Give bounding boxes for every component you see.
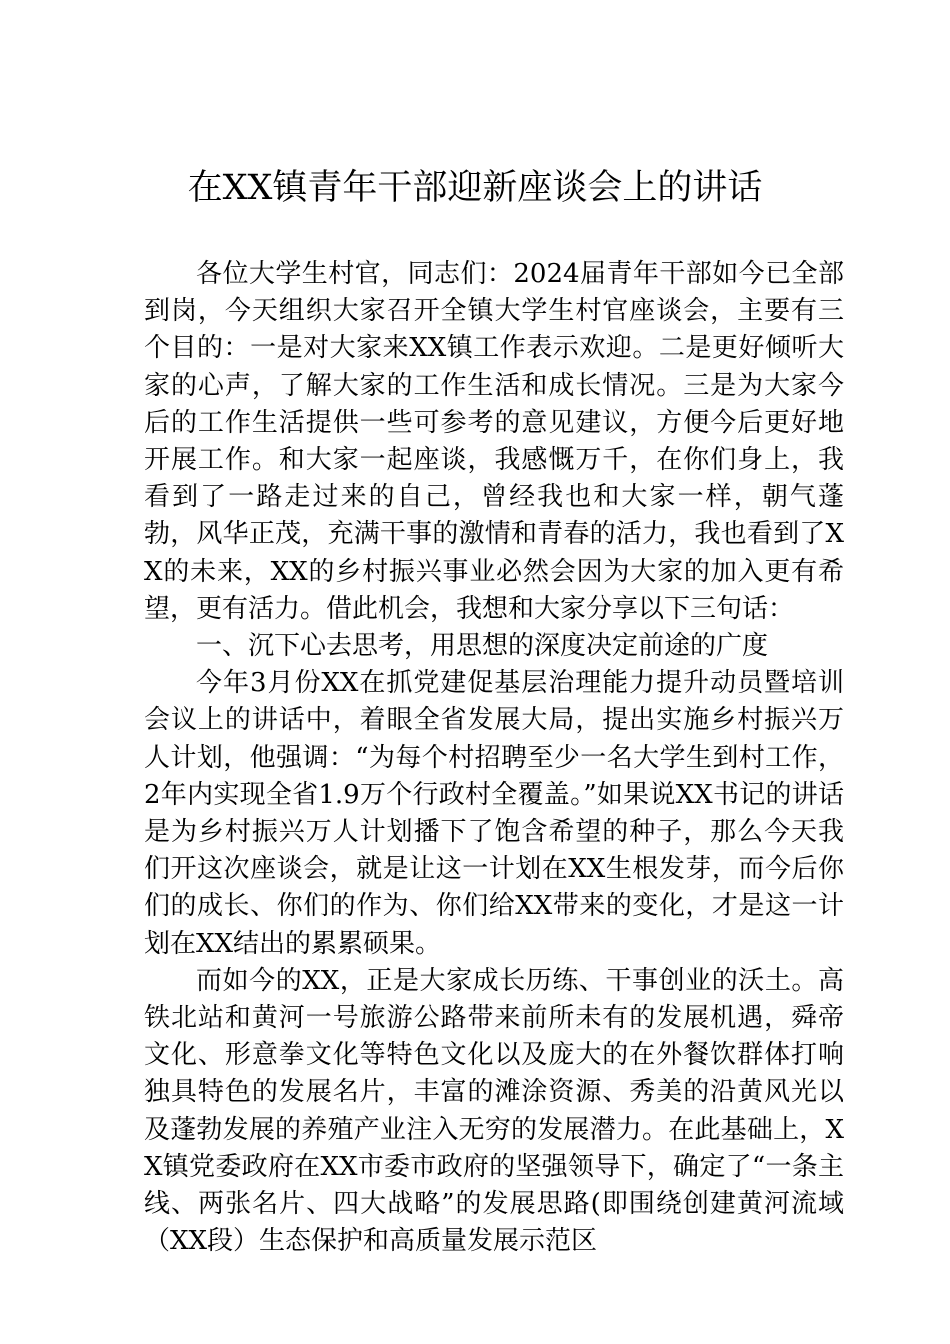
section-heading: 一、沉下心去思考，用思想的深度决定前途的广度	[196, 631, 769, 662]
intro-paragraph: 各位大学生村官，同志们：2024届青年干部如今已全部到岗，今天组织大家召开全镇大学生村官座谈会，主要有三个目的：一是对大家来XX镇工作表示欢迎。二是更好倾听大家的心声，了解大家的工作生活和成长情况。三是为大家今后的工作生活提供一些可参考的意见建议，方便今后更好地开展工作。和大家一起座谈，我感慨万千，在你们身上，我看到了一路走过来的自己，曾经我也和大家一样，朝气蓬勃，风华正茂，充满干事的激情和青春的活力，我也看到了XX的未来，XX的乡村振兴事业必然会因为大家的加入更有希望，更有活力。借此机会，我想和大家分享以下三句话：	[144, 259, 844, 624]
document-body	[144, 256, 844, 1260]
body-paragraph: 今年3月份XX在抓党建促基层治理能力提升动员暨培训会议上的讲话中，着眼全省发展大局，提出实施乡村振兴万人计划，他强调：“为每个村招聘至少一名大学生到村工作，2年内实现全省1.9万个行政村全覆盖。”如果说XX书记的讲话是为乡村振兴万人计划播下了饱含希望的种子，那么今天我们开这次座谈会，就是让这一计划在XX生根发芽，而今后你们的成长、你们的作为、你们给XX带来的变化，才是这一计划在XX结出的累累硕果。	[144, 668, 844, 959]
body-paragraph: 而如今的XX，正是大家成长历练、干事创业的沃土。高铁北站和黄河一号旅游公路带来前所未有的发展机遇，舜帝文化、形意拳文化等特色文化以及庞大的在外餐饮群体打响独具特色的发展名片，丰富的滩涂资源、秀美的沿黄风光以及蓬勃发展的养殖产业注入无穷的发展潜力。在此基础上，XX镇党委政府在XX市委市政府的坚强领导下，确定了“一条主线、两张名片、四大战略”的发展思路(即围绕创建黄河流域（XX段）生态保护和高质量发展示范区	[144, 965, 844, 1257]
document-title: 在XX镇青年干部迎新座谈会上的讲话	[187, 168, 763, 208]
